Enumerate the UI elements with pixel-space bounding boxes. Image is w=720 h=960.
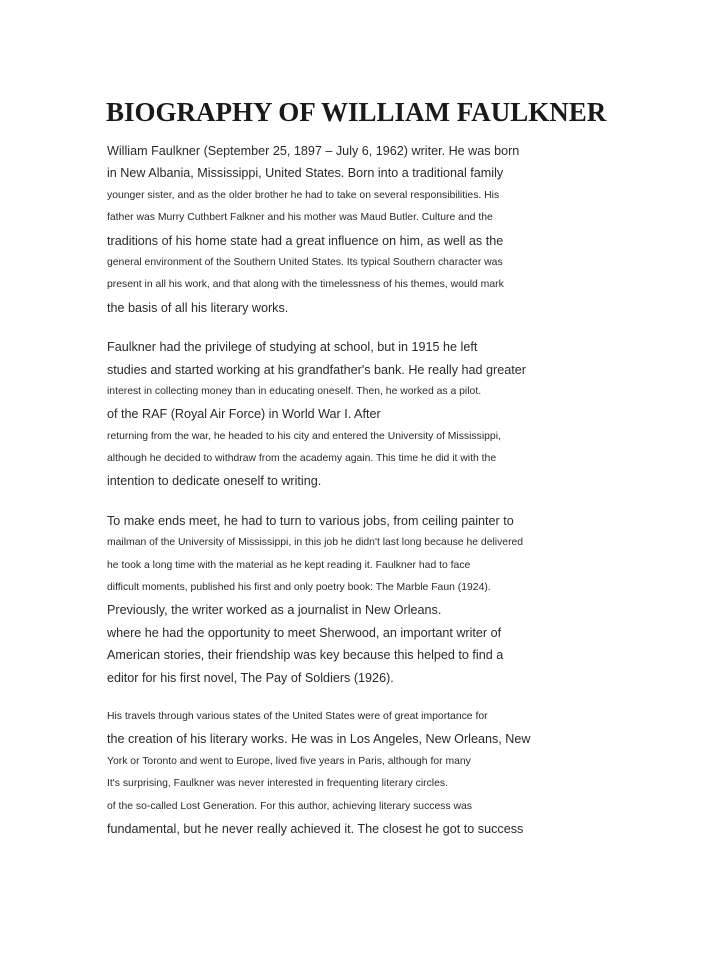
text-line: father was Murry Cuthbert Falkner and his mother was Maud Butler. Culture and the <box>107 212 493 224</box>
text-line: Previously, the writer worked as a journalist in New Orleans. <box>107 603 442 618</box>
paragraph-4 <box>107 706 707 840</box>
text-line: Faulkner had the privilege of studying at school, but in 1915 he left <box>107 340 478 355</box>
paragraph-1 <box>107 140 707 319</box>
text-line: he took a long time with the material as he kept reading it. Faulkner had to face <box>107 559 471 571</box>
text-line: It's surprising, Faulkner was never interested in frequenting literary circles. <box>107 778 448 790</box>
text-line: of the RAF (Royal Air Force) in World War I. After <box>107 407 381 422</box>
text-line: of the so-called Lost Generation. For this author, achieving literary success was <box>107 800 473 812</box>
text-line: studies and started working at his grandfather's bank. He really had greater <box>107 362 526 377</box>
text-line: editor for his first novel, The Pay of Soldiers (1926). <box>107 670 394 685</box>
text-line: mailman of the University of Mississippi, in this job he didn't last long because he delivered <box>107 537 524 549</box>
text-line: returning from the war, he headed to his city and entered the University of Mississippi, <box>107 430 501 442</box>
text-line: although he decided to withdraw from the academy again. This time he did it with the <box>107 453 497 465</box>
page-title: BIOGRAPHY OF WILLIAM FAULKNER <box>106 97 607 127</box>
text-line: fundamental, but he never really achieved it. The closest he got to success <box>107 821 524 836</box>
text-line: younger sister, and as the older brother he had to take on several responsibilities. His <box>107 189 500 201</box>
text-line: His travels through various states of the United States were of great importance for <box>107 710 488 722</box>
text-line: present in all his work, and that along with the timelessness of his themes, would mark <box>107 279 504 291</box>
text-line: in New Albania, Mississippi, United States. Born into a traditional family <box>107 166 504 181</box>
text-line: the creation of his literary works. He was in Los Angeles, New Orleans, New <box>107 732 531 747</box>
text-line: To make ends meet, he had to turn to various jobs, from ceiling painter to <box>107 513 514 528</box>
text-line: American stories, their friendship was key because this helped to find a <box>107 648 504 663</box>
document-body <box>107 140 707 857</box>
text-line: general environment of the Southern United States. Its typical Southern character was <box>107 256 503 268</box>
text-line: the basis of all his literary works. <box>107 300 289 315</box>
paragraph-2 <box>107 336 707 493</box>
text-line: intention to dedicate oneself to writing. <box>107 474 322 489</box>
text-line: York or Toronto and went to Europe, lived five years in Paris, although for many <box>107 755 471 767</box>
text-line: difficult moments, published his first and only poetry book: The Marble Faun (1924). <box>107 582 491 594</box>
text-line: traditions of his home state had a great influence on him, as well as the <box>107 233 504 248</box>
paragraph-3 <box>107 510 707 689</box>
text-line: where he had the opportunity to meet Sherwood, an important writer of <box>107 625 502 640</box>
text-line: interest in collecting money than in educating oneself. Then, he worked as a pilot. <box>107 385 482 397</box>
text-line: William Faulkner (September 25, 1897 – July 6, 1962) writer. He was born <box>107 144 520 158</box>
